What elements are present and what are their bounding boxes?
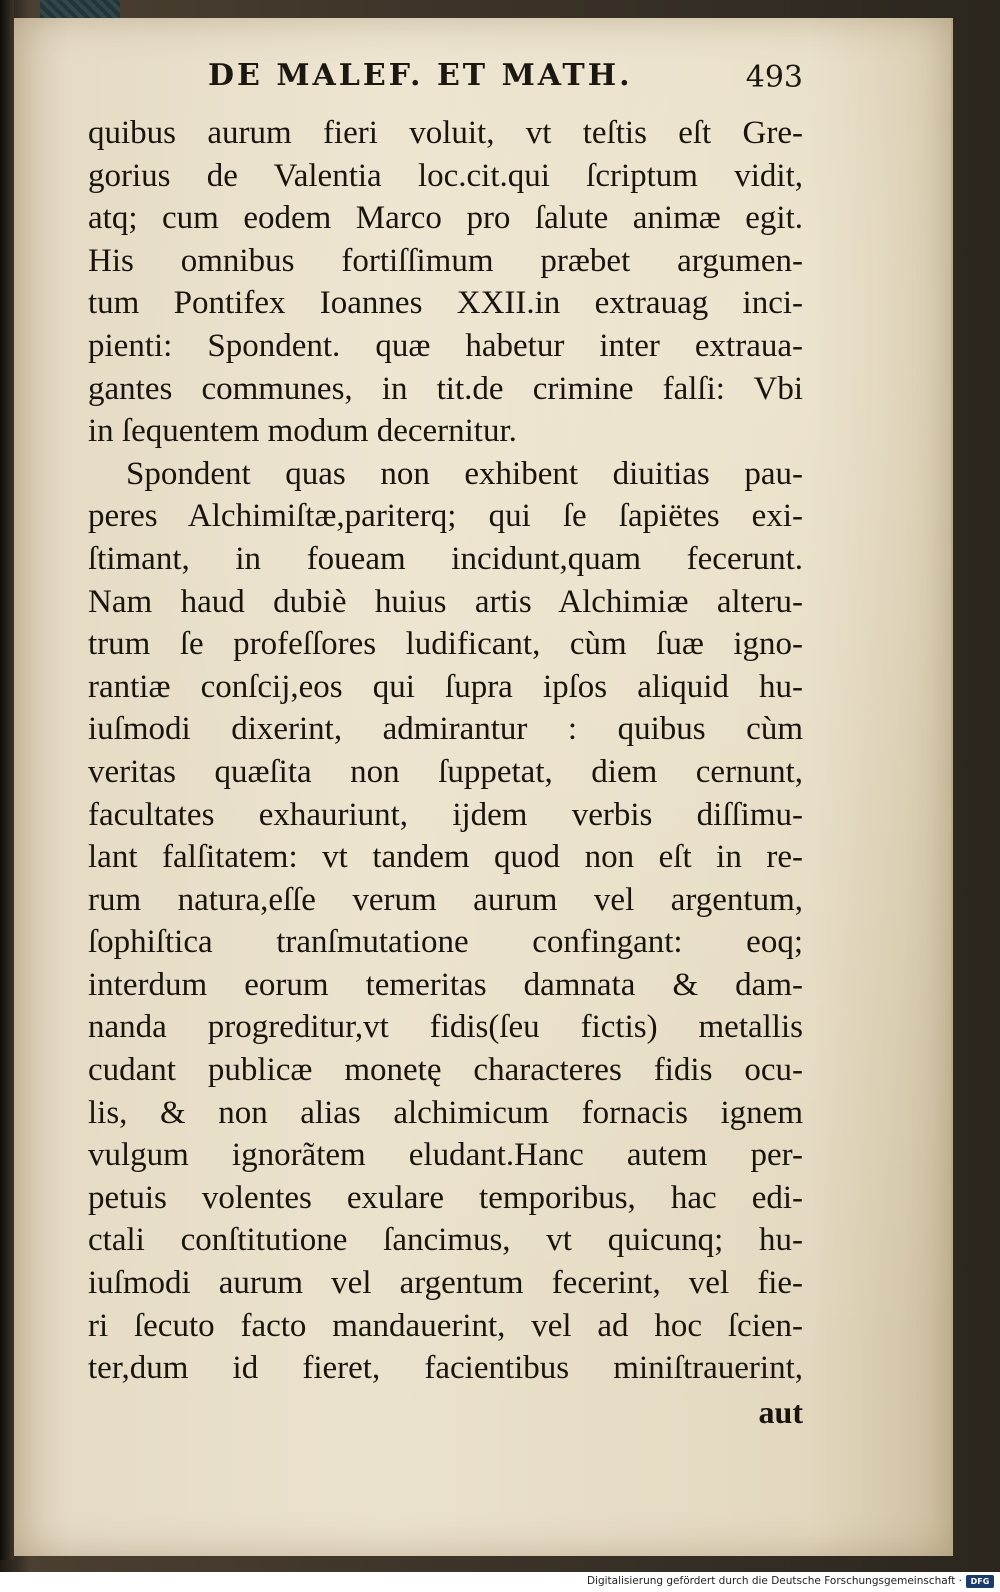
text-line: peres Alchimiſtæ,pariterq; qui ſe ſapiëtes exi- bbox=[88, 498, 803, 535]
text-line: quibus aurum fieri voluit, vt teſtis eſt Gre- bbox=[88, 115, 803, 151]
page-header bbox=[88, 58, 803, 110]
text-line: facultates exhauriunt, ijdem verbis diſſimu- bbox=[88, 796, 803, 833]
text-line: cudant publicæ monetę characteres fidis ocu- bbox=[88, 1052, 803, 1089]
text-line: rum natura,eſſe verum aurum vel argentum, bbox=[88, 881, 803, 918]
catchword: aut bbox=[758, 1393, 803, 1430]
text-line: trum ſe profeſſores ludificant, cùm ſuæ igno- bbox=[88, 626, 803, 663]
text-line: lant falſitatem: vt tandem quod non eſt in re- bbox=[88, 839, 803, 876]
text-line: Nam haud dubiè huius artis Alchimiæ alteru- bbox=[88, 583, 803, 620]
text-line: ri ſecuto facto mandauerint, vel ad hoc ſcien- bbox=[88, 1307, 803, 1344]
text-line: iuſmodi dixerint, admirantur : quibus cùm bbox=[88, 711, 803, 748]
text-line: His omnibus fortiſſimum præbet argumen- bbox=[88, 242, 803, 279]
text-line: nanda progreditur,vt fidis(ſeu fictis) metallis bbox=[88, 1009, 803, 1046]
book-page bbox=[14, 18, 953, 1556]
text-line: interdum eorum temeritas damnata & dam- bbox=[88, 966, 803, 1003]
funding-credit: Digitalisierung gefördert durch die Deutsche Forschungsgemeinschaft · bbox=[586, 1575, 962, 1587]
text-line: atq; cum eodem Marco pro ſalute animæ egit. bbox=[88, 200, 803, 237]
text-line: Spondent quas non exhibent diuitias pau- bbox=[126, 455, 803, 492]
body-text bbox=[88, 112, 803, 1432]
text-line: petuis volentes exulare temporibus, hac edi- bbox=[88, 1179, 803, 1216]
text-line: veritas quæſita non ſuppetat, diem cernunt, bbox=[88, 753, 803, 790]
text-line: rantiæ conſcij,eos qui ſupra ipſos aliquid hu- bbox=[88, 668, 803, 705]
text-line: in ſequentem modum decernitur. bbox=[88, 413, 517, 450]
running-head: DE MALEF. ET MATH. bbox=[208, 58, 633, 93]
text-line: gorius de Valentia loc.cit.qui ſcriptum vidit, bbox=[88, 157, 803, 194]
text-line: tum Pontifex Ioannes XXII.in extrauag inci- bbox=[88, 285, 803, 322]
page-number: 493 bbox=[745, 60, 803, 95]
text-line: ſophiſtica tranſmutatione confingant: eoq; bbox=[88, 924, 803, 961]
dfg-logo: DFG bbox=[966, 1575, 994, 1588]
text-line: lis, & non alias alchimicum fornacis ignem bbox=[88, 1094, 803, 1131]
text-line: ter,dum id fieret, facientibus miniſtrauerint, bbox=[88, 1350, 803, 1387]
text-line: vulgum ignorãtem eludant.Hanc autem per- bbox=[88, 1137, 803, 1174]
digitization-footer bbox=[0, 1572, 1000, 1592]
text-line: pienti: Spondent. quæ habetur inter extraua- bbox=[88, 327, 803, 364]
book-spine-edge bbox=[0, 0, 14, 1560]
text-line: gantes communes, in tit.de crimine falſi: Vbi bbox=[88, 370, 803, 407]
page-content bbox=[88, 58, 803, 1432]
text-line: ſtimant, in foueam incidunt,quam fecerunt. bbox=[88, 540, 803, 577]
text-line: ctali conſtitutione ſancimus, vt quicunq; hu- bbox=[88, 1222, 803, 1259]
text-line: iuſmodi aurum vel argentum fecerint, vel fie- bbox=[88, 1265, 803, 1302]
